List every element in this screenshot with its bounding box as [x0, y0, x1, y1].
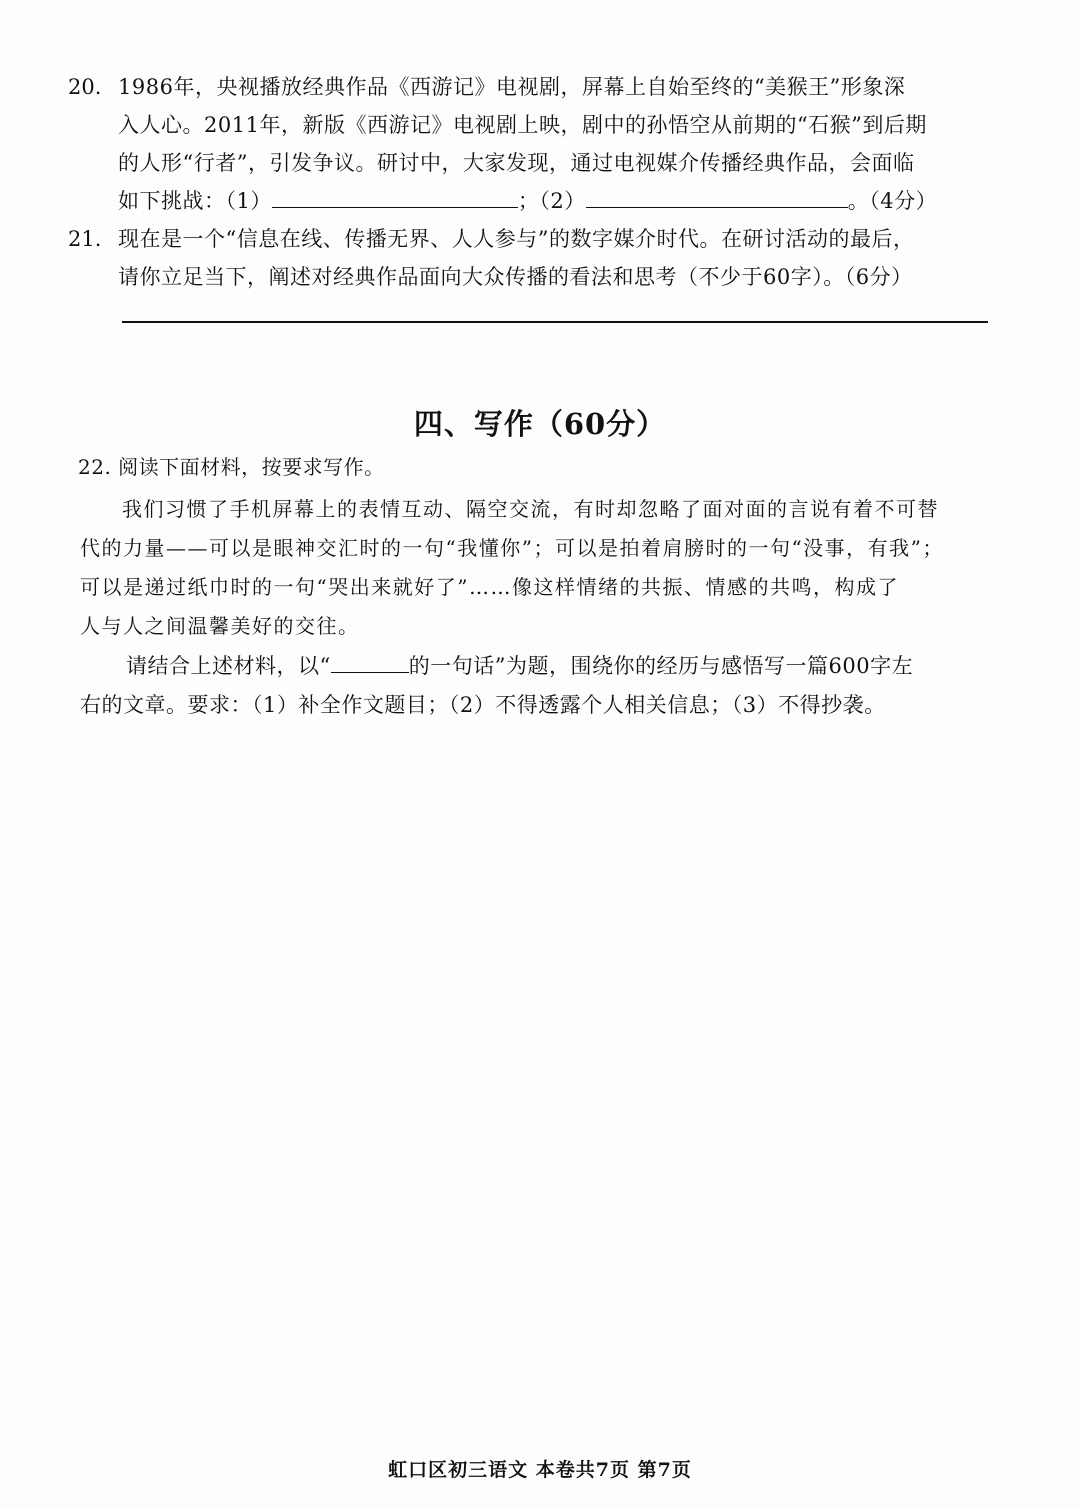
answer-blank-1[interactable]	[272, 187, 518, 208]
task-suffix: 的一句话”为题，围绕你的经历与感悟写一篇600字左	[408, 654, 914, 678]
question-20-line-1: 1986年，央视播放经典作品《西游记》电视剧，屏幕上自始至终的“美猴王”形象深	[118, 75, 906, 99]
material-line-1: 我们习惯了手机屏幕上的表情互动、隔空交流，有时却忽略了面对面的言说有着不可替	[122, 497, 939, 521]
question-20-line-4-prefix: 如下挑战：（1）	[118, 189, 272, 213]
question-20-number: 20.	[68, 75, 102, 99]
task-line-2: 右的文章。要求：（1）补全作文题目；（2）不得透露个人相关信息；（3）不得抄袭。	[80, 693, 886, 717]
page-footer: 虹口区初三语文 本卷共7页 第7页	[388, 1459, 692, 1481]
question-22-prompt: 阅读下面材料，按要求写作。	[118, 455, 385, 479]
question-21-line-2: 请你立足当下，阐述对经典作品面向大众传播的看法和思考（不少于60字）。（6分）	[118, 265, 913, 289]
question-20-line-3: 的人形“行者”，引发争议。研讨中，大家发现，通过电视媒介传播经典作品，会面临	[118, 151, 915, 175]
question-21-line-1: 现在是一个“信息在线、传播无界、人人参与”的数字媒介时代。在研讨活动的最后，	[118, 227, 915, 251]
question-22-heading	[78, 452, 385, 482]
title-blank[interactable]	[331, 652, 409, 673]
question-22-number: 22.	[78, 455, 112, 479]
material-line-2: 代的力量——可以是眼神交汇时的一句“我懂你”；可以是拍着肩膀时的一句“没事，有我”；	[80, 536, 944, 560]
question-20-line-4-end: 。（4分）	[847, 189, 938, 213]
question-20-line-4-separator: ；（2）	[517, 189, 586, 213]
question-20-line-2: 入人心。2011年，新版《西游记》电视剧上映，剧中的孙悟空从前期的“石猴”到后期	[118, 113, 927, 137]
material-line-3: 可以是递过纸巾时的一句“哭出来就好了”……像这样情绪的共振、情感的共鸣，构成了	[80, 575, 899, 599]
material-line-4: 人与人之间温馨美好的交往。	[80, 614, 360, 638]
task-prefix: 请结合上述材料，以“	[126, 654, 331, 678]
answer-line[interactable]	[122, 321, 988, 323]
task-line-1	[126, 651, 913, 681]
section-title: 四、写作（60分）	[413, 407, 667, 441]
answer-blank-2[interactable]	[586, 187, 848, 208]
question-20-line-4	[118, 186, 937, 216]
question-21-number: 21.	[68, 227, 102, 251]
